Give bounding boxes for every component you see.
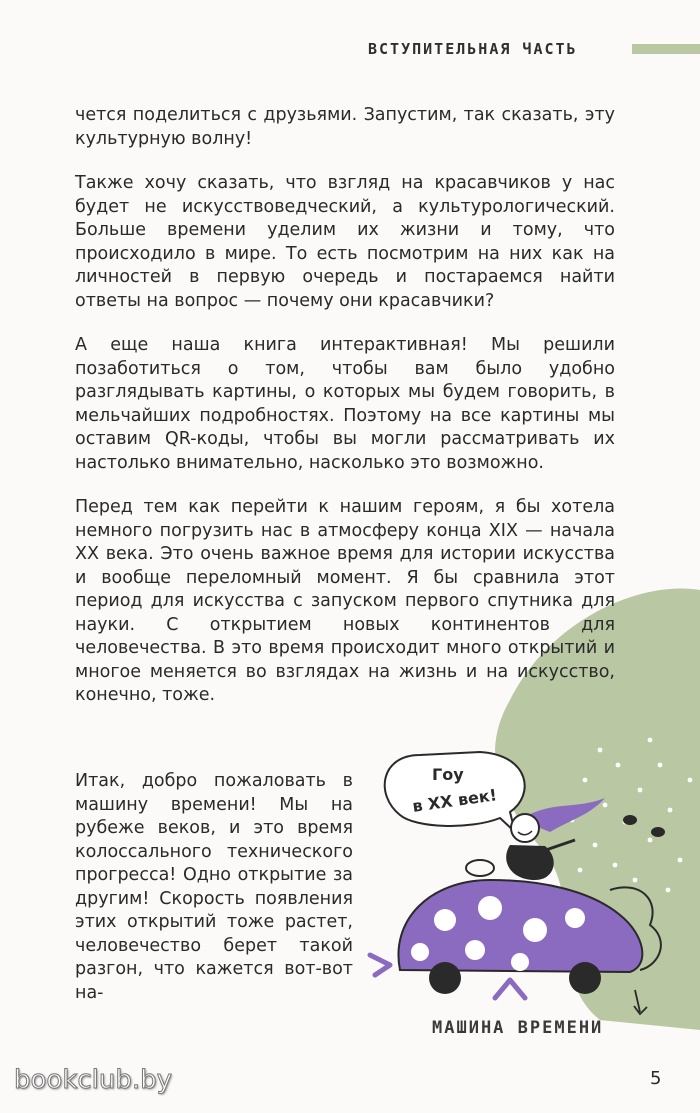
speech-line-2: в XX век! <box>411 785 499 816</box>
side-text <box>75 770 353 1005</box>
paragraph-4: Перед тем как перейти к нашим героям, я бы хотела немного погрузить нас в атмосферу конца XIX — начала XX века. Это очень важное время для истории искусства и вообще переломный момент. Я бы сравнила этот период для искусства с запуском первого спутника для науки. С открытием новых континентов для человечества. В это время происходит много открытий и многое меняется во взглядах на жизнь и на искусство, конечно, тоже. <box>75 497 615 705</box>
paragraph-3: А еще наша книга интерактивная! Мы решили позаботиться о том, чтобы вам было удобно разглядывать картины, о которых мы будем говорить, в мельчайших подробностях. Поэтому на все картины мы оставим QR-коды, чтобы вы могли рассматривать их настолько внимательно, насколько это возможно. <box>75 335 615 473</box>
paragraph-1: чется поделиться с друзьями. Запустим, так сказать, эту культурную волну! <box>75 105 615 149</box>
paragraph-5: Итак, добро пожаловать в машину времени! Мы на рубеже веков, и это время колоссального технического прогресса! Одно открытие за другим! Скорость появления этих открытий тоже растет, человечество берет такой разгон, что кажется вот-вот на- <box>75 771 353 1003</box>
header-accent-bar <box>632 44 700 54</box>
main-text <box>75 104 615 729</box>
illustration-caption: МАШИНА ВРЕМЕНИ <box>432 1018 604 1038</box>
time-machine-illustration <box>360 740 680 1040</box>
paragraph-2: Также хочу сказать, что взгляд на красавчиков у нас будет не искусствоведческий, а культурологический. Больше времени уделим их жизни и тому, что происходило в мире. То есть посмотрим на них как на личностей в первую очередь и постараемся найти ответы на вопрос — почему они красавчики? <box>75 173 615 311</box>
section-title: ВСТУПИТЕЛЬНАЯ ЧАСТЬ <box>368 40 578 58</box>
speech-bubble <box>385 752 525 832</box>
page-number: 5 <box>650 1068 662 1089</box>
speech-line-1: Гоу <box>432 765 464 784</box>
watermark: bookclub.by <box>14 1065 173 1095</box>
